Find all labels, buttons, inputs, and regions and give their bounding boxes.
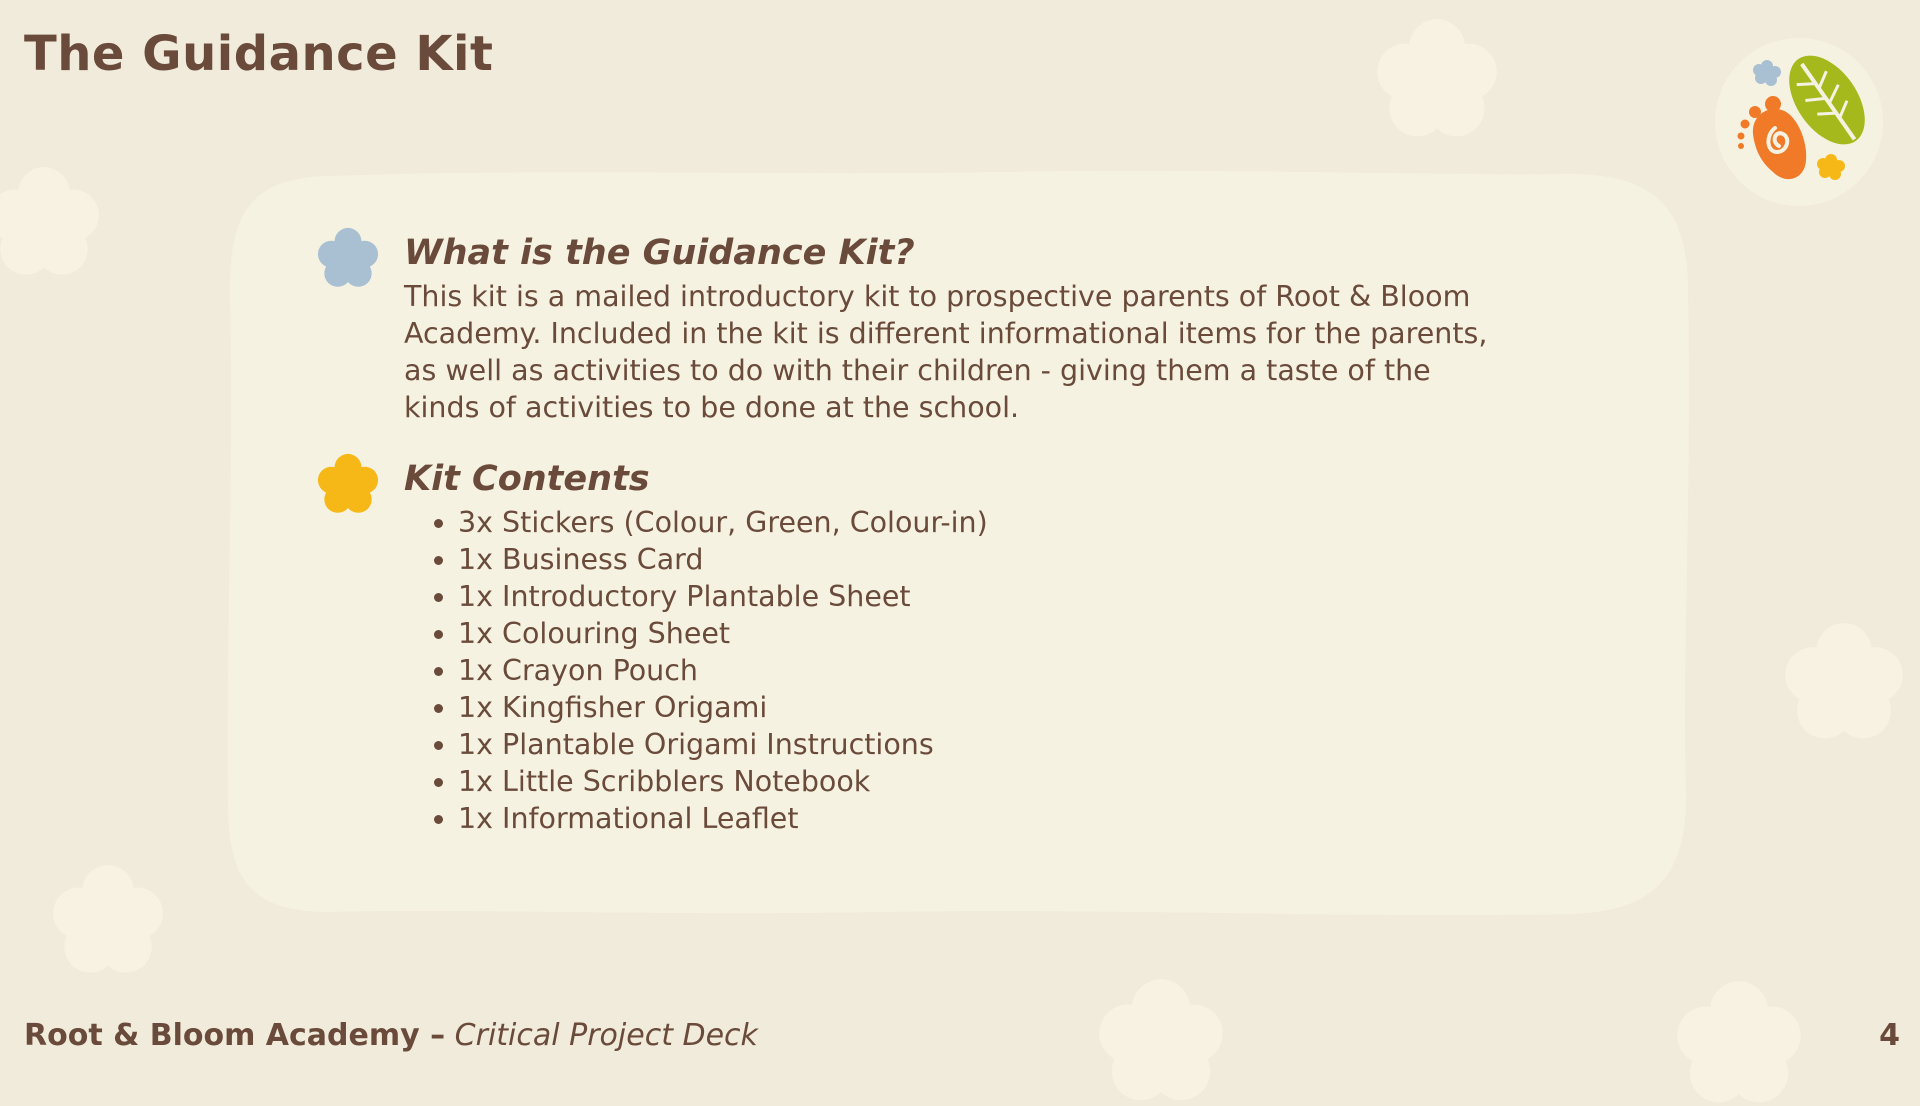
- list-item-label: 1x Introductory Plantable Sheet: [458, 580, 911, 613]
- footer-deck-name: Critical Project Deck: [454, 1018, 758, 1053]
- slide-title: The Guidance Kit: [24, 26, 494, 82]
- blue-flower-icon: [316, 226, 380, 290]
- list-item-label: 1x Plantable Origami Instructions: [458, 728, 934, 761]
- bullet-icon: [434, 704, 443, 713]
- list-item: [404, 578, 988, 615]
- list-item: [404, 726, 988, 763]
- about-body: This kit is a mailed introductory kit to prospective parents of Root & Bloom Academy. Included in the kit is different informational items for the parents, as well as activities to do with their children - giving them a taste of the kinds of activities to be done at the school.: [404, 280, 1488, 424]
- footer-organization: Root & Bloom Academy –: [24, 1018, 446, 1053]
- kit-contents-heading: Kit Contents: [404, 459, 650, 499]
- bullet-icon: [434, 741, 443, 750]
- bullet-icon: [434, 519, 443, 528]
- about-heading: What is the Guidance Kit?: [404, 233, 915, 273]
- list-item: [404, 800, 988, 837]
- list-item-label: 1x Little Scribblers Notebook: [458, 765, 871, 798]
- list-item-label: 1x Informational Leaflet: [458, 802, 799, 835]
- list-item-label: 1x Business Card: [458, 543, 704, 576]
- footer: [24, 1018, 758, 1053]
- bullet-icon: [434, 630, 443, 639]
- list-item-label: 3x Stickers (Colour, Green, Colour-in): [458, 506, 988, 539]
- list-item-label: 1x Colouring Sheet: [458, 617, 731, 650]
- page-number: 4: [1879, 1018, 1900, 1053]
- list-item-label: 1x Crayon Pouch: [458, 654, 698, 687]
- bullet-icon: [434, 667, 443, 676]
- leaf-snail-logo-icon: [1715, 38, 1883, 206]
- list-item: [404, 541, 988, 578]
- list-item: [404, 652, 988, 689]
- list-item: [404, 763, 988, 800]
- bullet-icon: [434, 593, 443, 602]
- bullet-icon: [434, 778, 443, 787]
- list-item-label: 1x Kingfisher Origami: [458, 691, 768, 724]
- yellow-flower-icon: [316, 452, 380, 516]
- list-item: [404, 504, 988, 541]
- bullet-icon: [434, 556, 443, 565]
- kit-contents-list: [404, 504, 988, 837]
- list-item: [404, 615, 988, 652]
- list-item: [404, 689, 988, 726]
- bullet-icon: [434, 815, 443, 824]
